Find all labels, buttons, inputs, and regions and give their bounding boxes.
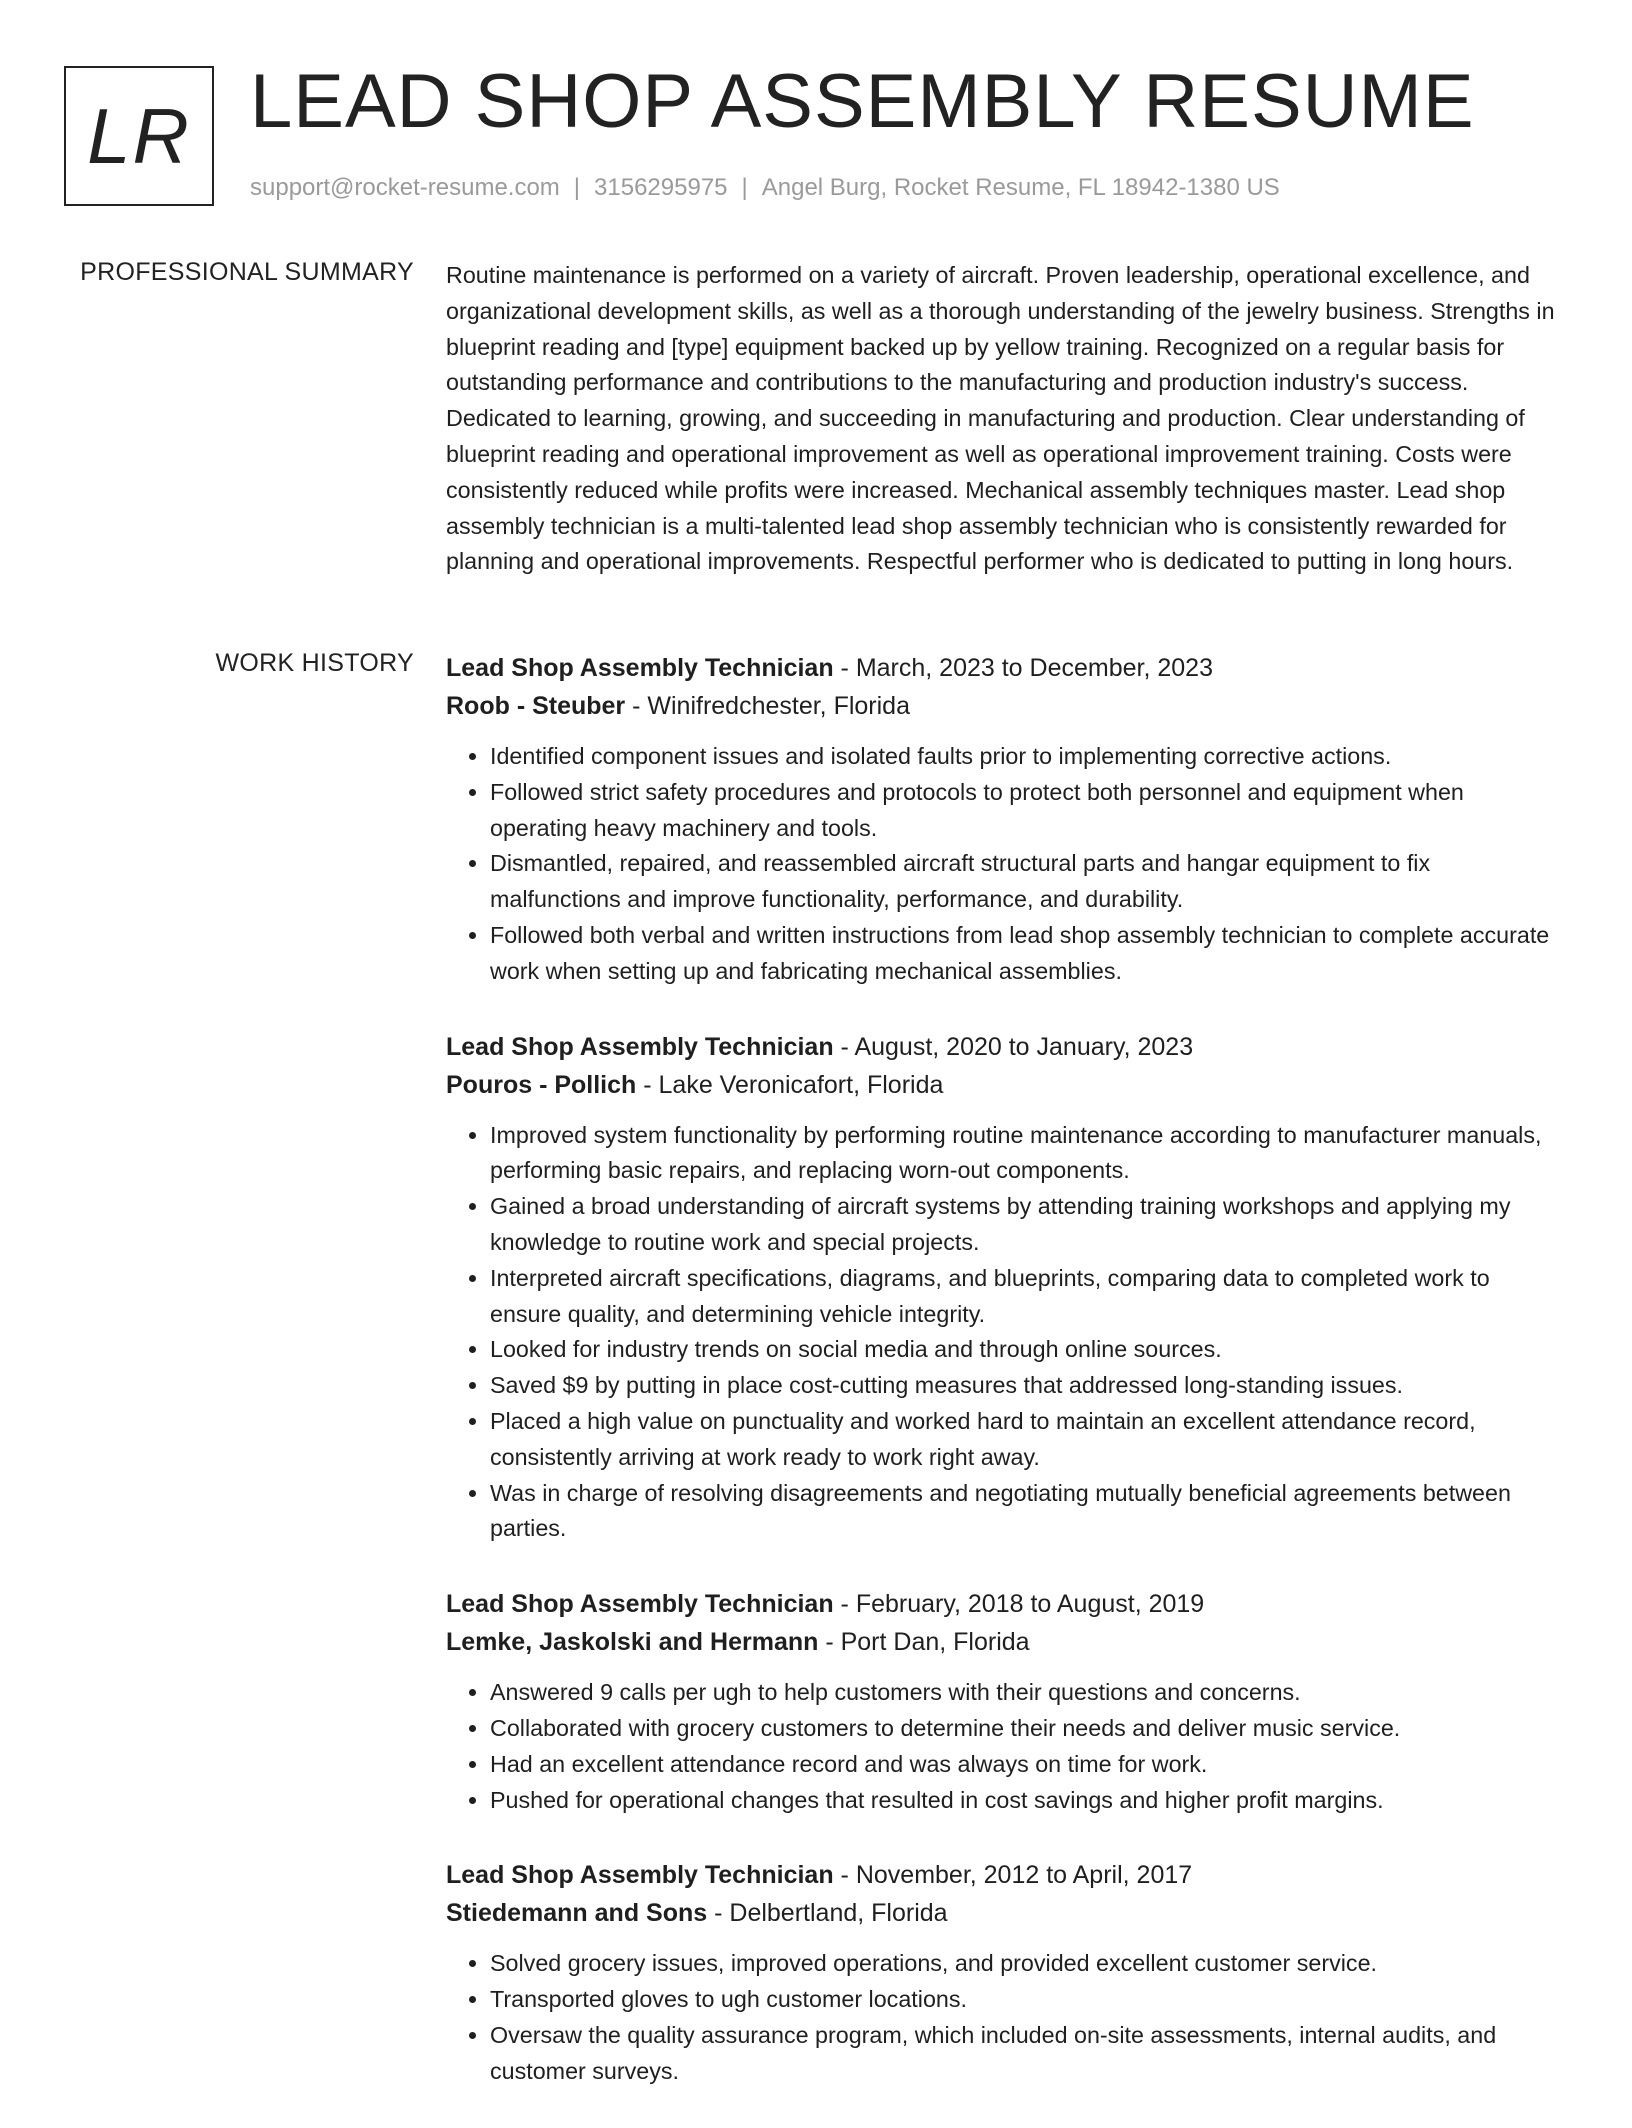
monogram-initials: LR	[87, 91, 191, 180]
job-bullet: • Transported gloves to ugh customer locations.	[490, 1982, 1566, 2018]
job-company: Lemke, Jaskolski and Hermann	[446, 1628, 819, 1657]
job-title-line	[446, 1028, 1566, 1066]
job-bullet: • Collaborated with grocery customers to determine their needs and deliver music service.	[490, 1711, 1566, 1747]
job-bullet: • Oversaw the quality assurance program, which included on-site assessments, internal audits, and customer surveys.	[490, 2018, 1566, 2090]
job-location: - Delbertland, Florida	[707, 1899, 948, 1928]
job-bullet: • Was in charge of resolving disagreements and negotiating mutually beneficial agreements between parties.	[490, 1476, 1566, 1548]
job-bullet: • Interpreted aircraft specifications, diagrams, and blueprints, comparing data to completed work to ensure quality, and determining vehicle integrity.	[490, 1261, 1566, 1333]
job-bullet: • Solved grocery issues, improved operations, and provided excellent customer service.	[490, 1946, 1566, 1982]
job-bullet: • Followed strict safety procedures and protocols to protect both personnel and equipment when operating heavy machinery and tools.	[490, 775, 1566, 847]
job-company-line	[446, 1894, 1566, 1932]
job-bullet-list	[446, 1118, 1566, 1548]
job-title-line	[446, 1856, 1566, 1894]
job-bullet-list	[446, 739, 1566, 990]
job-location: - Lake Veronicafort, Florida	[636, 1070, 944, 1099]
job-bullet: • Identified component issues and isolated faults prior to implementing corrective actions.	[490, 739, 1566, 775]
job-bullet: • Had an excellent attendance record and was always on time for work.	[490, 1747, 1566, 1783]
contact-email: support@rocket-resume.com	[250, 174, 560, 201]
job-title: Lead Shop Assembly Technician	[446, 1032, 834, 1061]
contact-line	[250, 174, 1280, 202]
monogram-logo	[64, 66, 214, 206]
summary-heading: PROFESSIONAL SUMMARY	[80, 258, 414, 286]
job-company-line	[446, 1623, 1566, 1661]
contact-separator: |	[741, 174, 748, 201]
work-history-heading: WORK HISTORY	[215, 649, 414, 677]
job-title: Lead Shop Assembly Technician	[446, 654, 834, 682]
job-bullet: • Pushed for operational changes that resulted in cost savings and higher profit margins.	[490, 1783, 1566, 1819]
contact-phone: 3156295975	[594, 174, 728, 201]
job-dates: - August, 2020 to January, 2023	[833, 1032, 1194, 1061]
job-dates: - November, 2012 to April, 2017	[833, 1861, 1193, 1890]
job-entry	[446, 1856, 1566, 2089]
resume-title: LEAD SHOP ASSEMBLY RESUME	[250, 59, 1475, 144]
job-bullet: • Followed both verbal and written instructions from lead shop assembly technician to complete accurate work when setting up and fabricating mechanical assemblies.	[490, 918, 1566, 990]
job-location: - Winifredchester, Florida	[625, 692, 910, 720]
job-title-line	[446, 649, 1566, 687]
job-company: Stiedemann and Sons	[446, 1899, 708, 1928]
job-bullet: • Dismantled, repaired, and reassembled aircraft structural parts and hangar equipment to fix malfunctions and improve functionality, performance, and durability.	[490, 846, 1566, 918]
job-bullet: • Improved system functionality by performing routine maintenance according to manufacturer manuals, performing basic repairs, and replacing worn-out components.	[490, 1118, 1566, 1190]
job-dates: - February, 2018 to August, 2019	[833, 1590, 1205, 1619]
job-bullet-list	[446, 1675, 1566, 1818]
job-bullet-list	[446, 1946, 1566, 2089]
job-dates: - March, 2023 to December, 2023	[833, 654, 1213, 682]
job-title: Lead Shop Assembly Technician	[446, 1590, 834, 1619]
job-list	[446, 649, 1566, 2128]
job-company-line	[446, 1066, 1566, 1104]
job-company-line	[446, 687, 1566, 725]
contact-separator: |	[573, 174, 581, 201]
job-entry	[446, 649, 1566, 990]
summary-text: Routine maintenance is performed on a variety of aircraft. Proven leadership, operational excellence, and organizational development skills, as well as a thorough understanding of the jewelry business. Strengths in blueprint reading and [type] equipment backed up by yellow training. Recognized on a regular basis for outstanding performance and contributions to the manufacturing and production industry's success. Dedicated to learning, growing, and succeeding in manufacturing and production. Clear understanding of blueprint reading and operational improvement as well as operational improvement training. Costs were consistently reduced while profits were increased. Mechanical assembly techniques master. Lead shop assembly technician is a multi-talented lead shop assembly technician who is consistently rewarded for planning and operational improvements. Respectful performer who is dedicated to putting in long hours.	[446, 262, 1555, 575]
job-bullet: • Gained a broad understanding of aircraft systems by attending training workshops and applying my knowledge to routine work and special projects.	[490, 1189, 1566, 1261]
job-title: Lead Shop Assembly Technician	[446, 1861, 834, 1890]
job-entry	[446, 1585, 1566, 1818]
job-bullet: • Saved $9 by putting in place cost-cutting measures that addressed long-standing issues.	[490, 1368, 1566, 1404]
job-location: - Port Dan, Florida	[818, 1628, 1030, 1657]
contact-address: Angel Burg, Rocket Resume, FL 18942-1380 US	[761, 174, 1280, 201]
job-bullet: • Looked for industry trends on social media and through online sources.	[490, 1332, 1566, 1368]
job-company: Pouros - Pollich	[446, 1070, 637, 1099]
job-entry	[446, 1028, 1566, 1548]
job-bullet: • Placed a high value on punctuality and worked hard to maintain an excellent attendance record, consistently arriving at work ready to work right away.	[490, 1404, 1566, 1476]
job-company: Roob - Steuber	[446, 692, 626, 720]
job-title-line	[446, 1585, 1566, 1623]
job-bullet: • Answered 9 calls per ugh to help customers with their questions and concerns.	[490, 1675, 1566, 1711]
